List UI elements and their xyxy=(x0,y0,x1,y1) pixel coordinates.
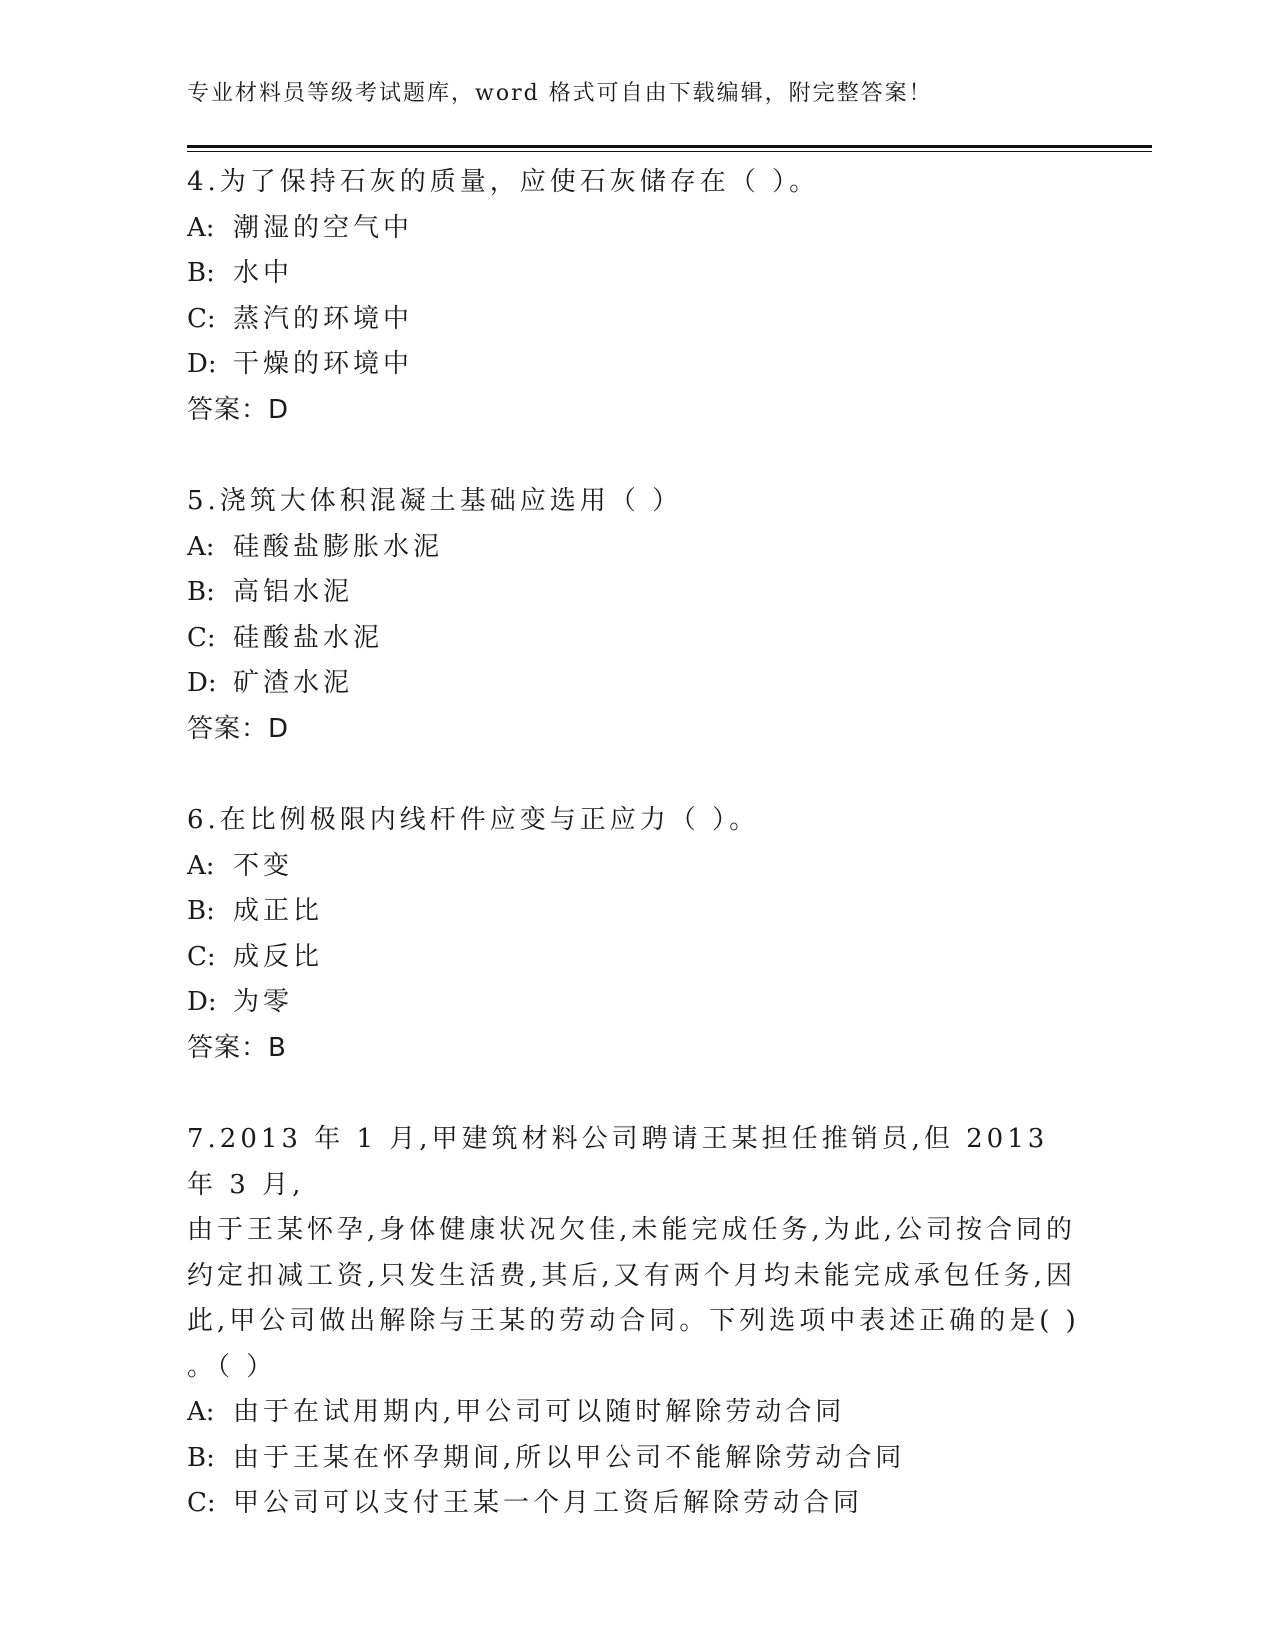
answer: 答案：B xyxy=(187,1032,287,1063)
option-text: 成反比 xyxy=(233,941,324,972)
answer: 答案：D xyxy=(187,394,290,425)
option-label: A: xyxy=(187,1397,215,1427)
option-b xyxy=(187,570,1087,616)
option-text: 成正比 xyxy=(233,896,324,926)
option-label: B: xyxy=(187,258,215,288)
option-label: A: xyxy=(187,531,215,562)
option-label: D: xyxy=(187,668,217,698)
option-label: A: xyxy=(187,850,215,881)
option-d xyxy=(187,661,1087,707)
option-d xyxy=(187,980,1087,1026)
option-c xyxy=(187,1481,1087,1527)
option-label: B: xyxy=(187,896,215,926)
question-stem: 6.在比例极限内线杆件应变与正应力（ ）。 xyxy=(187,805,760,835)
option-text: 高铝水泥 xyxy=(233,577,354,607)
option-text: 干燥的环境中 xyxy=(233,349,414,379)
option-text: 由于王某在怀孕期间,所以甲公司不能解除劳动合同 xyxy=(233,1442,906,1473)
option-label: C: xyxy=(187,1488,216,1518)
question-stem: 7.2013 年 1 月,甲建筑材料公司聘请王某担任推销员,但 2013 年 3 月, 由于王某怀孕,身体健康状况欠佳,未能完成任务,为此,公司按合同的 约定扣减工资,只发生活费,其后,又有两个月均未能完成承包任务,因 此,甲公司做出解除与王某的劳动合同。下列选项中表述正确的是( ) 。（ ） xyxy=(187,1124,1080,1382)
option-d xyxy=(187,342,1087,388)
question-stem: 5.浇筑大体积混凝土基础应选用（ ） xyxy=(187,486,683,516)
option-label: D: xyxy=(187,987,217,1017)
option-a xyxy=(187,844,1087,890)
option-label: D: xyxy=(187,349,217,379)
option-label: A: xyxy=(187,212,215,243)
option-text: 由于在试用期内,甲公司可以随时解除劳动合同 xyxy=(233,1397,846,1427)
option-text: 甲公司可以支付王某一个月工资后解除劳动合同 xyxy=(233,1488,864,1518)
option-c xyxy=(187,616,1087,662)
header-rule-thick xyxy=(187,145,1152,148)
option-text: 硅酸盐水泥 xyxy=(233,622,384,653)
option-a xyxy=(187,1390,1087,1436)
option-b xyxy=(187,889,1087,935)
question-5 xyxy=(187,479,1087,752)
option-label: C: xyxy=(187,303,216,334)
page-header: 专业材料员等级考试题库，word 格式可自由下载编辑，附完整答案！ xyxy=(187,81,933,106)
answer: 答案：D xyxy=(187,713,290,744)
option-c xyxy=(187,935,1087,981)
option-label: B: xyxy=(187,577,215,607)
option-text: 潮湿的空气中 xyxy=(233,212,414,243)
option-a xyxy=(187,206,1087,252)
option-text: 水中 xyxy=(233,258,294,288)
option-c xyxy=(187,297,1087,343)
option-label: B: xyxy=(187,1442,215,1473)
option-b xyxy=(187,251,1087,297)
option-a xyxy=(187,525,1087,571)
question-4 xyxy=(187,160,1087,433)
question-7 xyxy=(187,1117,1087,1527)
question-6 xyxy=(187,798,1087,1071)
option-text: 硅酸盐膨胀水泥 xyxy=(233,531,444,562)
option-text: 蒸汽的环境中 xyxy=(233,303,414,334)
header-rule-thin xyxy=(187,151,1152,152)
option-text: 不变 xyxy=(233,850,294,881)
option-b xyxy=(187,1436,1087,1482)
question-stem: 4.为了保持石灰的质量，应使石灰储存在（ ）。 xyxy=(187,167,820,197)
option-text: 矿渣水泥 xyxy=(233,668,354,698)
question-list xyxy=(187,160,1087,1573)
option-label: C: xyxy=(187,622,216,653)
option-text: 为零 xyxy=(233,987,294,1017)
option-label: C: xyxy=(187,941,216,972)
